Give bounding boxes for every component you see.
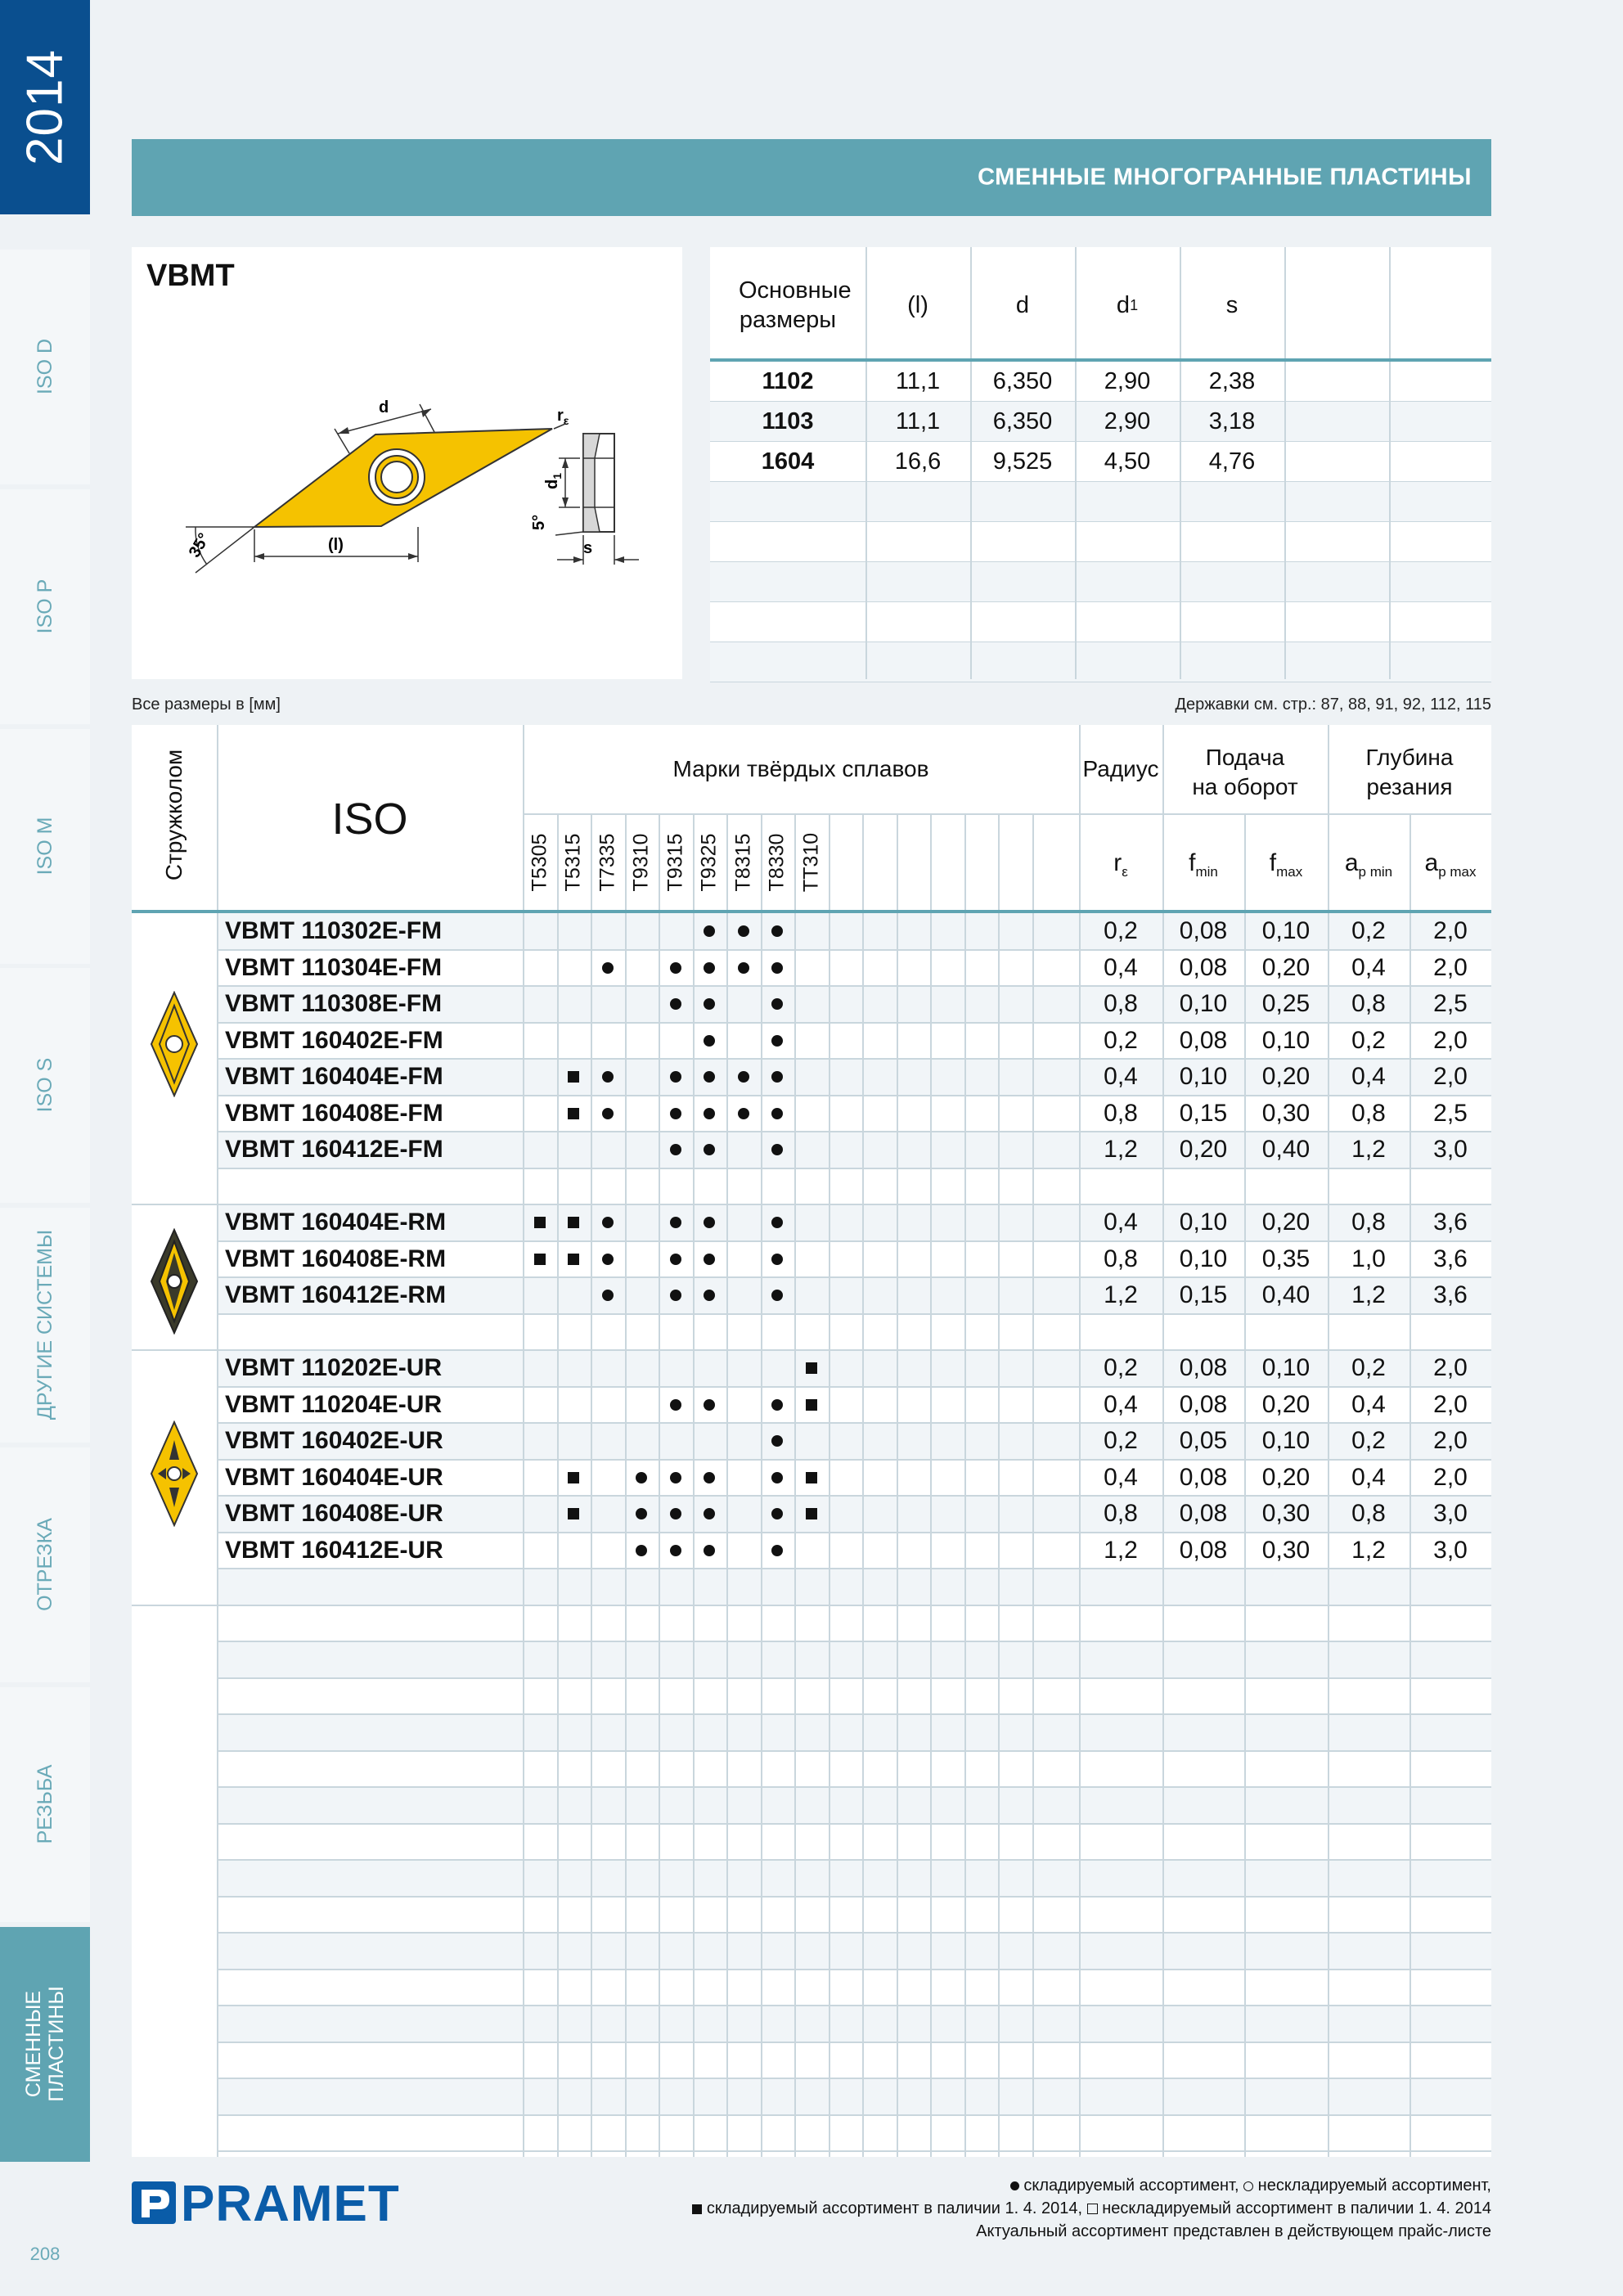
grade-header: T7335 [596,833,619,892]
stocked-dot-icon [704,1472,715,1483]
cutting-value: 2,0 [1433,1026,1468,1054]
stocked-dot-icon [704,1217,715,1228]
dim-header-d: d [1015,291,1030,318]
cutting-value: 0,2 [1104,917,1138,945]
dim-value: 2,90 [1104,368,1151,394]
cutting-value: 0,8 [1351,1209,1386,1236]
stocked-dot-icon [704,1071,715,1083]
cutting-value: 0,40 [1261,1136,1311,1164]
dim-value: 11,1 [895,408,941,434]
cutting-value: 2,5 [1433,1099,1468,1127]
stocked-dot-icon [704,1545,715,1556]
stocked-dot-icon [670,998,681,1010]
dim-value: 6,350 [992,368,1053,394]
cutting-value: 3,0 [1433,1536,1468,1564]
stocked-square-icon [568,1108,579,1119]
grade-header: T9325 [697,833,721,892]
cutting-value: 0,10 [1179,990,1228,1018]
cutting-value: 0,4 [1351,953,1386,981]
holders-note: Державки см. стр.: 87, 88, 91, 92, 112, 115 [1175,696,1491,714]
cutting-value: 0,10 [1179,1209,1228,1236]
legend-line-3: Актуальный ассортимент представлен в действующем прайс-листе [976,2222,1491,2240]
dim-value: 11,1 [895,368,941,394]
cutting-value: 0,40 [1261,1281,1311,1309]
cutting-value: 3,0 [1433,1136,1468,1164]
dim-value: 2,38 [1208,368,1256,394]
stocked-square-icon [534,1254,546,1265]
dim-header-d1: d 1 [1116,291,1139,318]
cutting-value: 2,0 [1433,1463,1468,1491]
cutting-value: 0,08 [1179,953,1228,981]
stocked-dot-icon [670,1399,681,1411]
sidebar-item[interactable] [0,489,90,724]
cutting-value: 0,30 [1261,1536,1311,1564]
stocked-square-icon [534,1217,546,1228]
header-fmin-symbol: $f_{min}$ [1189,849,1218,880]
dim-l-label: (l) [328,536,344,554]
dim-value: 16,6 [894,448,942,475]
stocked-dot-icon [704,1144,715,1155]
stocked-dot-icon [670,1144,681,1155]
cutting-value: 0,8 [1104,990,1138,1018]
cutting-value: 2,0 [1433,917,1468,945]
grade-header: T8315 [731,833,755,892]
stocked-dot-icon [670,1508,681,1519]
all-dimensions-note: Все размеры в [мм] [132,696,281,714]
legend-line-2: складируемый ассортимент в паличии 1. 4. 2014, нескладируемый ассортимент в паличии 1. 4. 2014 [692,2199,1491,2218]
sidebar-item-label: ОТРЕЗКА [34,1518,56,1611]
header-r-symbol: $r_\varepsilon$ [1113,849,1128,880]
cutting-value: 0,4 [1104,1390,1138,1418]
cutting-value: 1,2 [1351,1281,1386,1309]
stocked-square-icon [568,1254,579,1265]
dim-value: 6,350 [992,408,1053,434]
stocked-square-icon [692,2204,702,2214]
stocked-dot-icon [670,1545,681,1556]
cutting-value: 2,0 [1433,953,1468,981]
cutting-value: 0,20 [1261,1063,1311,1091]
stocked-dot-icon [771,1399,783,1411]
cutting-value: 0,08 [1179,1500,1228,1528]
insert-code: VBMT 160402E-UR [225,1427,443,1455]
grade-header: T9310 [629,833,653,892]
header-iso: ISO [331,795,408,844]
stocked-dot-icon [771,998,783,1010]
stocked-dot-icon [738,1108,749,1119]
stocked-dot-icon [771,1545,783,1556]
year-label: 2014 [16,49,74,165]
stocked-dot-icon [704,1399,715,1411]
cutting-value: 0,10 [1179,1063,1228,1091]
stocked-dot-icon [670,962,681,974]
sidebar-item-label: ISO M [34,817,56,876]
cutting-value: 0,8 [1104,1500,1138,1528]
header-chipbreaker: Стружколом [161,749,187,881]
header-fmax-symbol: $f_{max}$ [1269,849,1303,880]
stocked-dot-icon [771,1035,783,1047]
cutting-value: 0,8 [1104,1245,1138,1272]
cutting-value: 1,2 [1104,1281,1138,1309]
cutting-value: 0,25 [1261,990,1311,1018]
cutting-value: 0,05 [1179,1427,1228,1455]
cutting-value: 0,2 [1351,1354,1386,1382]
dim-s-label: s [583,539,593,557]
stocked-dot-icon [602,1071,614,1083]
insert-code: VBMT 110304E-FM [225,953,443,981]
stocked-dot-icon [771,1435,783,1447]
stocked-dot-icon [704,925,715,937]
non-stocked-square-icon [1087,2204,1098,2214]
insert-drawing [132,247,682,679]
stocked-square-icon [568,1472,579,1483]
dim-header-l: (l) [907,291,928,318]
stocked-dot-icon [704,1254,715,1265]
stocked-dot-icon [602,1290,614,1301]
cutting-value: 0,20 [1261,1463,1311,1491]
cutting-value: 1,2 [1351,1136,1386,1164]
sidebar-item[interactable] [0,729,90,964]
dim-header-s: s [1225,291,1239,318]
dim-value: 4,50 [1104,448,1151,475]
cutting-value: 0,10 [1261,1354,1311,1382]
stocked-dot-icon [771,1290,783,1301]
cutting-value: 0,08 [1179,1354,1228,1382]
cutting-value: 0,20 [1261,1209,1311,1236]
cutting-value: 2,0 [1433,1063,1468,1091]
dim-size-code: 1102 [762,368,814,394]
insert-code: VBMT 160404E-UR [225,1463,443,1491]
cutting-value: 0,08 [1179,917,1228,945]
insert-hole-inner [381,461,412,493]
cutting-value: 2,0 [1433,1354,1468,1382]
stocked-dot-icon [704,1108,715,1119]
dim-size-code: 1103 [762,408,814,434]
chipbreaker-ur-icon [148,1420,200,1527]
stocked-dot-icon [670,1108,681,1119]
dim-angle-35-label: 35° [185,529,214,561]
insert-code: VBMT 160408E-FM [225,1099,443,1127]
dim-value: 3,18 [1208,408,1256,434]
cutting-value: 1,2 [1104,1136,1138,1164]
stocked-dot-icon [1010,2181,1019,2190]
cutting-value: 0,2 [1104,1354,1138,1382]
page-number: 208 [29,2244,61,2264]
cutting-value: 0,35 [1261,1245,1311,1272]
stocked-dot-icon [704,1508,715,1519]
sidebar-item-label: ISO P [34,579,56,634]
dimensions-table [710,247,1491,679]
cutting-value: 3,6 [1433,1245,1468,1272]
stocked-dot-icon [636,1545,647,1556]
stocked-dot-icon [670,1472,681,1483]
insert-code: VBMT 160408E-RM [225,1245,447,1272]
dim-d1-label: $d_1$ [543,472,564,489]
cutting-value: 0,4 [1104,1209,1138,1236]
cutting-value: 0,30 [1261,1099,1311,1127]
stocked-square-icon [806,1472,817,1483]
header-grades: Марки твёрдых сплавов [672,756,929,781]
sidebar-item-label: СМЕННЫЕ ПЛАСТИНЫ [22,1986,68,2102]
insert-code: VBMT 160404E-RM [225,1209,447,1236]
stocked-dot-icon [636,1508,647,1519]
dim-r-label: $r_\varepsilon$ [557,407,569,427]
insert-code: VBMT 160412E-UR [225,1536,443,1564]
cutting-value: 3,6 [1433,1209,1468,1236]
stocked-dot-icon [670,1290,681,1301]
cutting-value: 0,15 [1179,1281,1228,1309]
header-radius: Радиус [1082,756,1159,781]
stocked-dot-icon [670,1071,681,1083]
non-stocked-circle-icon [1243,2181,1253,2191]
cutting-value: 0,10 [1179,1245,1228,1272]
grade-header: TT310 [799,832,823,893]
dim-value: 2,90 [1104,408,1151,434]
insert-code: VBMT 110302E-FM [225,917,443,945]
cutting-value: 0,20 [1261,953,1311,981]
header-depth: Глубина резания [1365,745,1454,799]
sidebar-item[interactable] [0,968,90,1203]
stocked-square-icon [806,1399,817,1411]
cutting-value: 1,2 [1104,1536,1138,1564]
stocked-dot-icon [771,1508,783,1519]
insert-code: VBMT 110202E-UR [225,1354,443,1382]
section-title: СМЕННЫЕ МНОГОГРАННЫЕ ПЛАСТИНЫ [978,164,1472,191]
stocked-dot-icon [704,1035,715,1047]
sidebar-item-label: ISO S [34,1057,56,1113]
stocked-dot-icon [771,1108,783,1119]
dim-angle-5-label: 5° [530,514,548,530]
stocked-dot-icon [602,962,614,974]
cutting-value: 0,4 [1351,1063,1386,1091]
inserts-table [132,725,1491,2157]
cutting-value: 0,4 [1104,1463,1138,1491]
insert-code: VBMT 160412E-FM [225,1136,443,1164]
stocked-dot-icon [771,1217,783,1228]
cutting-value: 3,0 [1433,1500,1468,1528]
sidebar-item[interactable] [0,1208,90,1443]
insert-code: VBMT 160402E-FM [225,1026,443,1054]
cutting-value: 0,8 [1351,990,1386,1018]
cutting-value: 2,0 [1433,1427,1468,1455]
stocked-square-icon [568,1217,579,1228]
cutting-value: 2,5 [1433,990,1468,1018]
pramet-logo [132,2177,402,2229]
insert-type-title: VBMT [146,259,235,293]
cutting-value: 0,10 [1261,1026,1311,1054]
chipbreaker-fm-icon [148,991,200,1097]
stocked-dot-icon [704,962,715,974]
sidebar [0,0,90,2296]
grade-header: T5315 [561,833,585,892]
cutting-value: 0,08 [1179,1390,1228,1418]
header-apmin-symbol: $a_{p min}$ [1344,849,1393,880]
cutting-value: 2,0 [1433,1390,1468,1418]
sidebar-item-label: РЕЗЬБА [34,1764,56,1844]
insert-code: VBMT 160412E-RM [225,1281,447,1309]
cutting-value: 0,30 [1261,1500,1311,1528]
stocked-dot-icon [602,1108,614,1119]
cutting-value: 0,4 [1351,1463,1386,1491]
dim-size-code: 1604 [761,448,815,475]
cutting-value: 0,08 [1179,1463,1228,1491]
stocked-square-icon [568,1071,579,1083]
stocked-square-icon [806,1508,817,1519]
grade-header: T8330 [765,833,789,892]
cutting-value: 0,15 [1179,1099,1228,1127]
cutting-value: 0,2 [1351,917,1386,945]
stocked-dot-icon [771,1144,783,1155]
dim-value: 4,76 [1208,448,1256,475]
cutting-value: 0,8 [1351,1500,1386,1528]
legend-line-1: складируемый ассортимент, нескладируемый ассортимент, [1010,2177,1491,2195]
logo-text: PRAMET [181,2177,400,2229]
cutting-value: 0,2 [1104,1427,1138,1455]
insert-code: VBMT 110308E-FM [225,990,443,1018]
dim-header-main: Основные размеры [739,277,852,333]
stocked-dot-icon [771,962,783,974]
insert-drawing-panel [132,247,682,679]
cutting-value: 0,10 [1261,1427,1311,1455]
cutting-value: 0,08 [1179,1026,1228,1054]
cutting-value: 0,08 [1179,1536,1228,1564]
stocked-dot-icon [602,1217,614,1228]
stocked-dot-icon [771,1472,783,1483]
sidebar-item-label: ISO D [34,338,56,395]
cutting-value: 0,2 [1351,1427,1386,1455]
cutting-value: 1,2 [1351,1536,1386,1564]
dim-d-label: d [379,398,389,416]
cutting-value: 0,4 [1104,953,1138,981]
stocked-dot-icon [771,925,783,937]
stocked-dot-icon [738,1071,749,1083]
sidebar-item[interactable] [0,250,90,484]
stocked-dot-icon [704,998,715,1010]
cutting-value: 3,6 [1433,1281,1468,1309]
stocked-dot-icon [636,1472,647,1483]
cutting-value: 0,10 [1261,917,1311,945]
stocked-dot-icon [738,962,749,974]
stocked-square-icon [806,1362,817,1374]
cutting-value: 0,8 [1351,1099,1386,1127]
cutting-value: 0,20 [1179,1136,1228,1164]
stocked-dot-icon [738,925,749,937]
stocked-dot-icon [602,1254,614,1265]
cutting-value: 0,2 [1351,1026,1386,1054]
cutting-value: 0,4 [1104,1063,1138,1091]
stocked-dot-icon [704,1290,715,1301]
header-feed: Подача на оборот [1192,745,1298,799]
cutting-value: 0,4 [1351,1390,1386,1418]
cutting-value: 0,2 [1104,1026,1138,1054]
sidebar-item-label: ДРУГИЕ СИСТЕМЫ [34,1229,56,1420]
header-apmax-symbol: $a_{p max}$ [1424,849,1477,880]
stocked-square-icon [568,1508,579,1519]
stocked-dot-icon [670,1254,681,1265]
sidebar-item[interactable] [0,1927,90,2162]
sidebar-year-tab[interactable] [0,0,90,214]
grade-header: T5305 [528,833,551,892]
cutting-value: 0,20 [1261,1390,1311,1418]
insert-code: VBMT 110204E-UR [225,1390,443,1418]
sidebar-item[interactable] [0,1687,90,1922]
stocked-dot-icon [670,1217,681,1228]
cutting-value: 0,8 [1104,1099,1138,1127]
stocked-dot-icon [771,1254,783,1265]
insert-code: VBMT 160404E-FM [225,1063,443,1091]
sidebar-item[interactable] [0,1447,90,1682]
stocked-dot-icon [771,1071,783,1083]
section-header [132,139,1491,216]
dim-value: 9,525 [992,448,1053,475]
grade-header: T9315 [663,833,687,892]
cutting-value: 1,0 [1351,1245,1386,1272]
insert-code: VBMT 160408E-UR [225,1500,443,1528]
chipbreaker-rm-icon [148,1228,200,1335]
